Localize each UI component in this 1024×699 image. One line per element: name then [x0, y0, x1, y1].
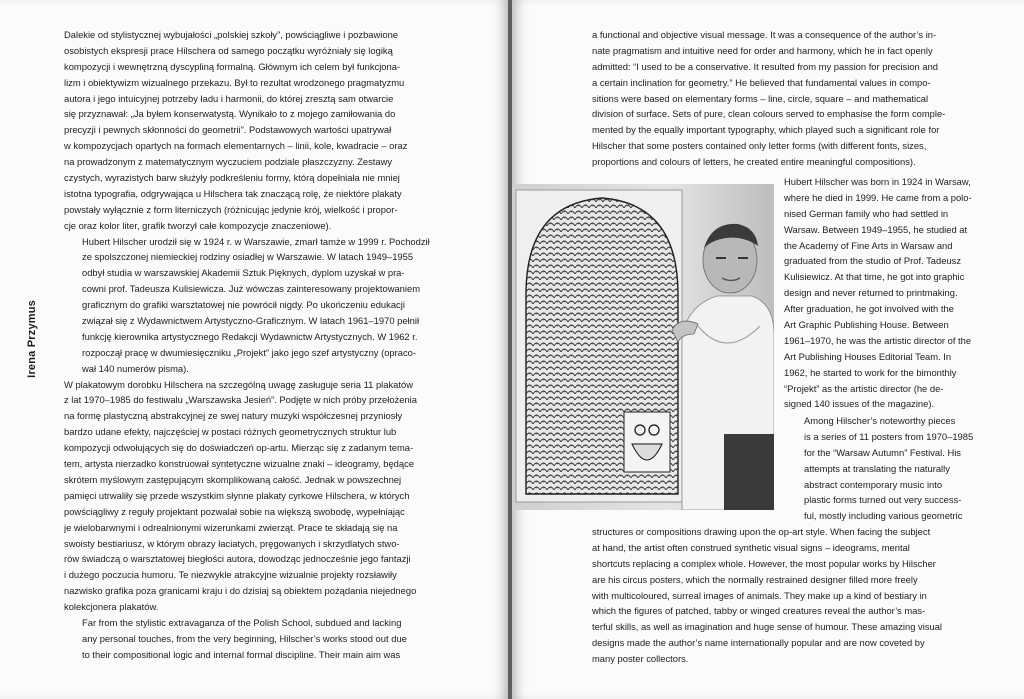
text-line: na prowadzonym z matematycznym wyczuciem podziale płaszczyzny. Zestawy — [64, 156, 393, 168]
text-line: Among Hilscher’s noteworthy pieces — [804, 415, 956, 426]
text-line: precyzji i pewnych skłonności do geometrii”. Podstawowych wartości upatrywał — [64, 124, 392, 136]
left-page — [0, 0, 508, 699]
text-line: Far from the stylistic extravaganza of the Polish School, subdued and lacking — [82, 616, 402, 628]
text-line: nate pragmatism and intuitive need for order and harmony, which he in fact openly — [592, 44, 933, 56]
text-line: signed 140 issues of the magazine). — [784, 398, 935, 410]
text-line: admitted: “I used to be a conservative. It resulted from my passion for precision and — [592, 60, 939, 72]
text-line: many poster collectors. — [592, 653, 689, 665]
text-line: W plakatowym dorobku Hilschera na szczególną uwagę zasługuje seria 11 plakatów — [64, 378, 413, 390]
text-line: tem, artysta nierzadko konstruował syntetyczne wizualne znaki – ideogramy, będące — [64, 458, 415, 470]
text-line: Hubert Hilscher urodził się w 1924 r. w Warszawie, zmarł tamże w 1999 r. Pochodził — [82, 235, 430, 247]
author-name: Irena Przymus — [26, 300, 38, 378]
text-line: z lat 1970–1985 do festiwalu „Warszawska Jesień”. Podjęte w nich próby przełożenia — [64, 394, 417, 406]
text-line: i dużego poczucia humoru. Te niezwykle atrakcyjne wizualnie projekty rozsławiły — [64, 569, 397, 581]
text-line: funkcję kierownika artystycznego Redakcji Wydawnictw Artystycznych. W 1962 r. — [82, 330, 418, 342]
text-line: autora i jego intuicyjnej potrzeby ładu i harmonii, do której zresztą sam otwarcie — [64, 92, 394, 104]
text-line: a certain inclination for geometry.” He believed that fundamental values in compo- — [592, 76, 931, 88]
text-line: terful skills, as well as imagination and huge sense of humour. These amazing visual — [592, 621, 943, 633]
text-line: kompozycji odwołujących się do doświadczeń op-artu. Mierząc się z zadanym tema- — [64, 442, 414, 454]
text-line: swoisty bestiariusz, w którym obrazy łaciatych, pręgowanych i skrzydlatych stwo- — [64, 537, 400, 549]
text-line: na formę plastyczną abstrakcyjnej ze swej natury muzyki współczesnej przyniosły — [64, 410, 403, 422]
text-line: Warsaw. Between 1949–1955, he studied at — [784, 223, 968, 235]
text-line: ze spolszczonej niemieckiej rodziny osiadłej w Warszawie. W latach 1949–1955 — [82, 251, 414, 263]
text-line: proportions and colours of letters, he created entire meaningful compositions). — [592, 156, 916, 168]
text-line: at hand, the artist often construed synthetic visual signs – ideograms, mental — [592, 541, 910, 553]
english-text-top — [592, 27, 992, 170]
text-line: wał 140 numerów pisma). — [82, 362, 189, 374]
text-line: Kulisiewicz. At that time, he got into graphic — [784, 271, 965, 283]
text-line: where he died in 1999. He came from a polo- — [784, 191, 972, 203]
english-text-narrow — [784, 174, 994, 412]
text-line: skrótem myślowym zastępującym skomplikowaną całość. Jednak w powszechnej — [64, 473, 402, 485]
text-line: to their compositional logic and internal formal discipline. Their main aim was — [82, 648, 401, 660]
text-line: Hilscher that some posters contained only letter forms (with different fonts, sizes, — [592, 140, 927, 152]
text-line: czystych, wyrazistych barw służyły podkreśleniu formy, którą dopełniała nie mniej — [64, 172, 400, 184]
text-line: cje oraz kolor liter, grafik tworzył całe kompozycje znaczeniowe). — [64, 219, 332, 231]
text-line: for the “Warsaw Autumn” Festival. His — [804, 446, 961, 458]
text-line: pamięci utrwaliły się przede wszystkim słynne plakaty cyrkowe Hilschera, w których — [64, 489, 410, 501]
text-line: structures or compositions drawing upon the op-art style. When facing the subject — [592, 526, 931, 537]
text-line: design and never returned to printmaking. — [784, 287, 958, 299]
text-line: “Projekt” as the artistic director (he de- — [784, 382, 944, 394]
text-line: osobistych ekspresji prace Hilschera od samego początku wyróżniały się logiką — [64, 44, 393, 56]
text-line: ful, mostly including various geometric — [804, 510, 963, 522]
text-line: graficznym do grafiki warsztatowej nie powrócił nigdy. Po ukończeniu edukacji — [82, 299, 405, 311]
text-line: the Academy of Fine Arts in Warsaw and — [784, 239, 953, 251]
text-line: sitions were based on elementary forms – line, circle, square – and mathematical — [592, 92, 929, 104]
text-line: Art Graphic Publishing House. Between — [784, 319, 949, 331]
text-line: plastic forms turned out very success- — [804, 494, 962, 506]
text-line: 1961–1970, he was the artistic director of the — [784, 334, 972, 346]
text-line: w kompozycjach opartych na formach elementarnych – linii, kole, kwadracie – oraz — [64, 140, 408, 152]
text-line: się przyznawał: „Ja byłem konserwatystą. Wynikało to z mojego zamiłowania do — [64, 108, 396, 120]
text-line: which the figures of patched, tabby or winged creatures reveal the author’s mas- — [592, 605, 926, 617]
polish-text-column — [64, 27, 464, 663]
text-line: rów świadczą o warsztatowej biegłości autora, dowodząc jednocześnie jego fantazji — [64, 553, 411, 565]
text-line: lizm i obiektywizm wizualnego przekazu. Był to rezultat wrodzonego pragmatyzmu — [64, 76, 405, 88]
text-line: mented by the equally important typography, which played such a significant role for — [592, 124, 940, 136]
text-line: nazwisko grafika poza granicami kraju i do dzisiaj są obiektem pożądania niejednego — [64, 585, 417, 597]
text-line: any personal touches, from the very beginning, Hilscher’s works stood out due — [82, 632, 407, 644]
text-line: with multicoloured, surreal images of animals. They make up a kind of bestiary in — [592, 589, 927, 601]
text-line: is a series of 11 posters from 1970–1985 — [804, 430, 974, 442]
text-line: kompozycji i wewnętrzną dyscypliną formalną. Głównym ich celem był funkcjona- — [64, 60, 401, 72]
text-line: a functional and objective visual message. It was a consequence of the author’s in- — [592, 29, 937, 40]
text-line: odbył studia w warszawskiej Akademii Sztuk Pięknych, dyplom uzyskał w pra- — [82, 267, 405, 279]
english-text-bottom — [592, 524, 992, 667]
text-line: bardzo udane efekty, najczęściej w postaci różnych geometrycznych struktur lub — [64, 426, 397, 438]
text-line: After graduation, he got involved with the — [784, 303, 954, 315]
photo-hilscher-with-poster — [512, 184, 774, 510]
text-line: shortcuts replacing a complex whole. However, the most popular works by Hilscher — [592, 557, 936, 569]
english-text-narrow-indented — [804, 413, 994, 524]
text-line: graduated from the studio of Prof. Tadeusz — [784, 255, 962, 267]
text-line: je wielobarwnymi i odrealnionymi wizerunkami zwierząt. Prace te składają się na — [64, 521, 398, 533]
text-line: cowni prof. Tadeusza Kulisiewicza. Już wówczas zainteresowany projektowaniem — [82, 283, 421, 295]
text-line: 1962, he started to work for the bimonthly — [784, 366, 957, 378]
photo-illustration — [512, 184, 774, 510]
text-line: kolekcjonera plakatów. — [64, 601, 159, 613]
text-line: Dalekie od stylistycznej wybujałości „polskiej szkoły”, powściągliwe i pozbawione — [64, 29, 398, 40]
text-line: istotna typografia, odgrywająca u Hilschera tak znaczącą rolę, że niektóre plakaty — [64, 187, 402, 199]
text-line: związał się z Wydawnictwem Artystyczno-Graficznym. W latach 1961–1970 pełnił — [82, 315, 420, 327]
text-line: powstały wyłącznie z form literniczych (różnicując jedynie krój, wielkość i propor- — [64, 203, 398, 215]
text-line: abstract contemporary music into — [804, 478, 943, 490]
text-line: Hubert Hilscher was born in 1924 in Warsaw, — [784, 176, 971, 187]
text-line: Art Publishing Houses Editorial Team. In — [784, 350, 952, 362]
text-line: rozpoczął pracę w dwumiesięczniku „Projekt” jako jego szef artystyczny (opraco- — [82, 346, 416, 358]
text-line: powściągliwy z reguły projektant pozwalał sobie na większą swobodę, wypełniając — [64, 505, 405, 517]
text-line: are his circus posters, which the normally restrained designer filled more freely — [592, 573, 918, 585]
right-page — [512, 0, 1024, 699]
text-line: division of surface. Sets of pure, clean colours served to emphasise the form comple- — [592, 108, 946, 120]
text-line: nised German family who had settled in — [784, 207, 949, 219]
text-line: attempts at translating the naturally — [804, 462, 950, 474]
text-line: designs made the author’s name internationally popular and are now coveted by — [592, 637, 925, 649]
